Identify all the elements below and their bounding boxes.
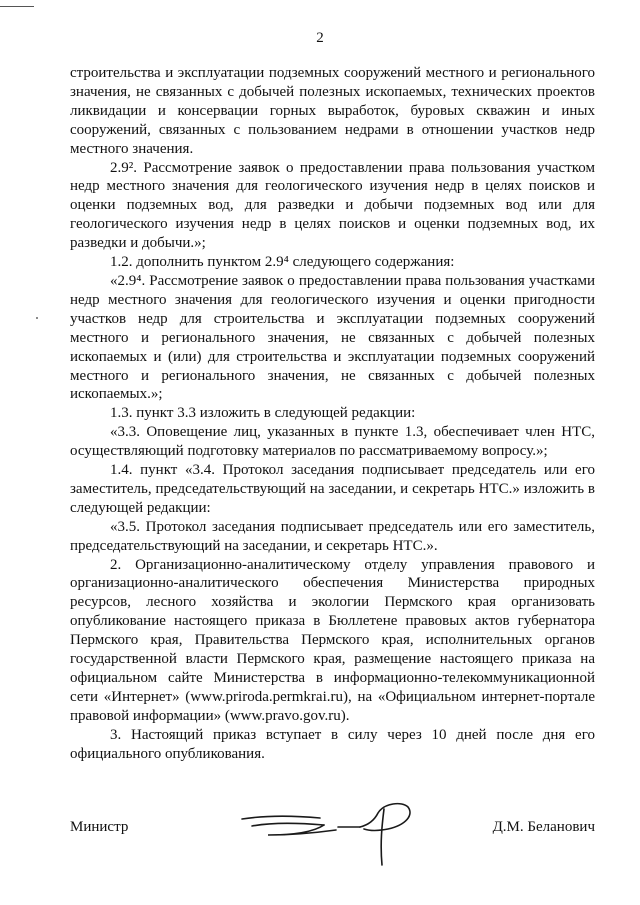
paragraph-3-3: «3.3. Оповещение лиц, указанных в пункте 1.3, обеспечивает член НТС, осуществляющий подготовку материалов по рассматриваемому вопросу.»;	[70, 424, 595, 460]
paragraph-2-9-2: 2.9². Рассмотрение заявок о предоставлении права пользования участком недр местного значения для геологического изучения недр в целях поисков и оценки подземных вод, для разведки и добычи подземных вод или для геологического изучения недр в целях поисков и оценки подземных вод, их разведки и добычи.»;	[70, 159, 595, 252]
signature-block	[70, 815, 595, 875]
paragraph-3-5: «3.5. Протокол заседания подписывает председатель или его заместитель, председательствующий на заседании, и секретарь НТС.».	[70, 518, 595, 554]
handwritten-signature	[238, 799, 428, 871]
scan-dot	[36, 317, 38, 319]
signatory-name: Д.М. Беланович	[492, 819, 595, 835]
paragraph-continuation: строительства и эксплуатации подземных сооружений местного и регионального значения, не связанных с добычей полезных ископаемых, технических проектов ликвидации и консервации горных выработок, буровых скважин и иных сооружений, связанных с пользованием недрами в отношении участков недр местного значения.	[70, 65, 595, 157]
scan-edge-mark	[0, 6, 34, 7]
paragraph-1-3: 1.3. пункт 3.3 изложить в следующей редакции:	[110, 405, 416, 422]
paragraph-2-9-4: «2.9⁴. Рассмотрение заявок о предоставлении права пользования участками недр местного значения для геологического изучения и оценки пригодности участков недр для строительства и эксплуатации подземных сооружений местного и регионального значения, не связанных с добычей полезных ископаемых и (или) для строительства и эксплуатации подземных сооружений местного и регионального значения, не связанных с добычей полезных ископаемых.»;	[70, 272, 595, 403]
paragraph-2-publication: 2. Организационно-аналитическому отделу управления правового и организационно-аналитического обеспечения Министерства природных ресурсов, лесного хозяйства и экологии Пермского края организовать опубликование настоящего приказа в Бюллетене правовых актов губернатора Пермского края, Правительства Пермского края, исполнительных органов государственной власти Пермского края, размещение настоящего приказа на официальном сайте Министерства в информационно-телекоммуникационной сети «Интернет» (www.priroda.permkrai.ru), на «Официальном интернет-портале правовой информации» (www.pravo.gov.ru).	[70, 556, 595, 724]
document-body	[70, 64, 595, 764]
paragraph-1-4: 1.4. пункт «3.4. Протокол заседания подписывает председатель или его заместитель, председательствующий на заседании, и секретарь НТС.» изложить в следующей редакции:	[70, 462, 595, 516]
page-number: 2	[316, 30, 324, 46]
signatory-title: Министр	[70, 819, 129, 835]
paragraph-1-2: 1.2. дополнить пунктом 2.9⁴ следующего содержания:	[110, 254, 455, 271]
paragraph-3-effective: 3. Настоящий приказ вступает в силу через 10 дней после дня его официального опубликования.	[70, 726, 595, 762]
